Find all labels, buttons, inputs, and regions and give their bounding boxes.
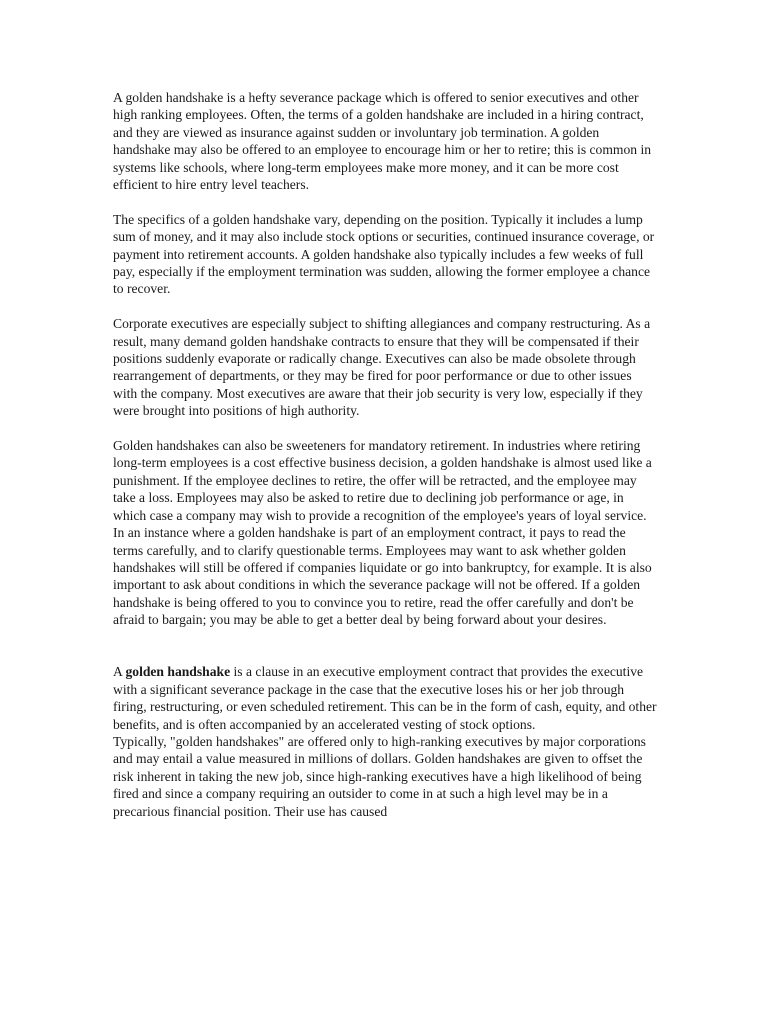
paragraph-definition	[113, 663, 658, 733]
paragraph-spacer	[113, 420, 658, 437]
paragraph-typically: Typically, "golden handshakes" are offered only to high-ranking executives by major corporations and may entail a value measured in millions of dollars. Golden handshakes are given to offset the risk inherent in taking the new job, since high-ranking executives have a high likelihood of being fired and since a company requiring an outsider to come in at such a high level may be in a precarious financial position. Their use has caused	[113, 733, 646, 819]
paragraph-sweeteners: Golden handshakes can also be sweeteners for mandatory retirement. In industries where retiring long-term employees is a cost effective business decision, a golden handshake is almost used like a punishment. If the employee declines to retire, the offer will be retracted, and the employee may take a loss. Employees may also be asked to retire due to declining job performance or age, in which case a company may wish to provide a recognition of the employee's years of loyal service.	[113, 438, 652, 523]
paragraph-employment-contract: In an instance where a golden handshake is part of an employment contract, it pays to read the terms carefully, and to clarify questionable terms. Employees may want to ask whether golden handshakes will still be offered if companies liquidate or go into bankruptcy, for example. It is also important to ask about conditions in which the severance package will not be offered. If a golden handshake is being offered to you to convince you to retire, read the offer carefully and don't be afraid to bargain; you may be able to get a better deal by being forward about your desires.	[113, 525, 652, 628]
paragraph-corporate-executives: Corporate executives are especially subject to shifting allegiances and company restructuring. As a result, many demand golden handshake contracts to ensure that they will be compensated if their positions suddenly evaporate or radically change. Executives can also be made obsolete through rearrangement of departments, or they may be fired for poor performance or due to other issues with the company. Most executives are aware that their job security is very low, especially if they were brought into positions of high authority.	[113, 316, 651, 419]
paragraph-spacer	[113, 193, 658, 210]
section-spacer	[113, 629, 658, 664]
definition-lead: A	[113, 664, 126, 680]
paragraph-specifics: The specifics of a golden handshake vary, depending on the position. Typically it includes a lump sum of money, and it may also include stock options or securities, continued insurance coverage, or payment into retirement accounts. A golden handshake also typically includes a few weeks of full pay, especially if the employment termination was sudden, allowing the former employee a chance to recover.	[113, 211, 655, 297]
document-body	[113, 89, 658, 820]
definition-term: golden handshake	[125, 664, 231, 680]
definition-text: is a clause in an executive employment contract that provides the executive with a significant severance package in the case that the executive loses his or her job through firing, restructuring, or even scheduled retirement. This can be in the form of cash, equity, and other benefits, and is often accompanied by an accelerated vesting of stock options.	[113, 664, 657, 732]
paragraph-intro: A golden handshake is a hefty severance package which is offered to senior executives and other high ranking employees. Often, the terms of a golden handshake are included in a hiring contract, and they are viewed as insurance against sudden or involuntary job termination. A golden handshake may also be offered to an employee to encourage him or her to retire; this is common in systems like schools, where long-term employees make more money, and it can be more cost efficient to hire entry level teachers.	[113, 90, 652, 193]
paragraph-spacer	[113, 298, 658, 315]
